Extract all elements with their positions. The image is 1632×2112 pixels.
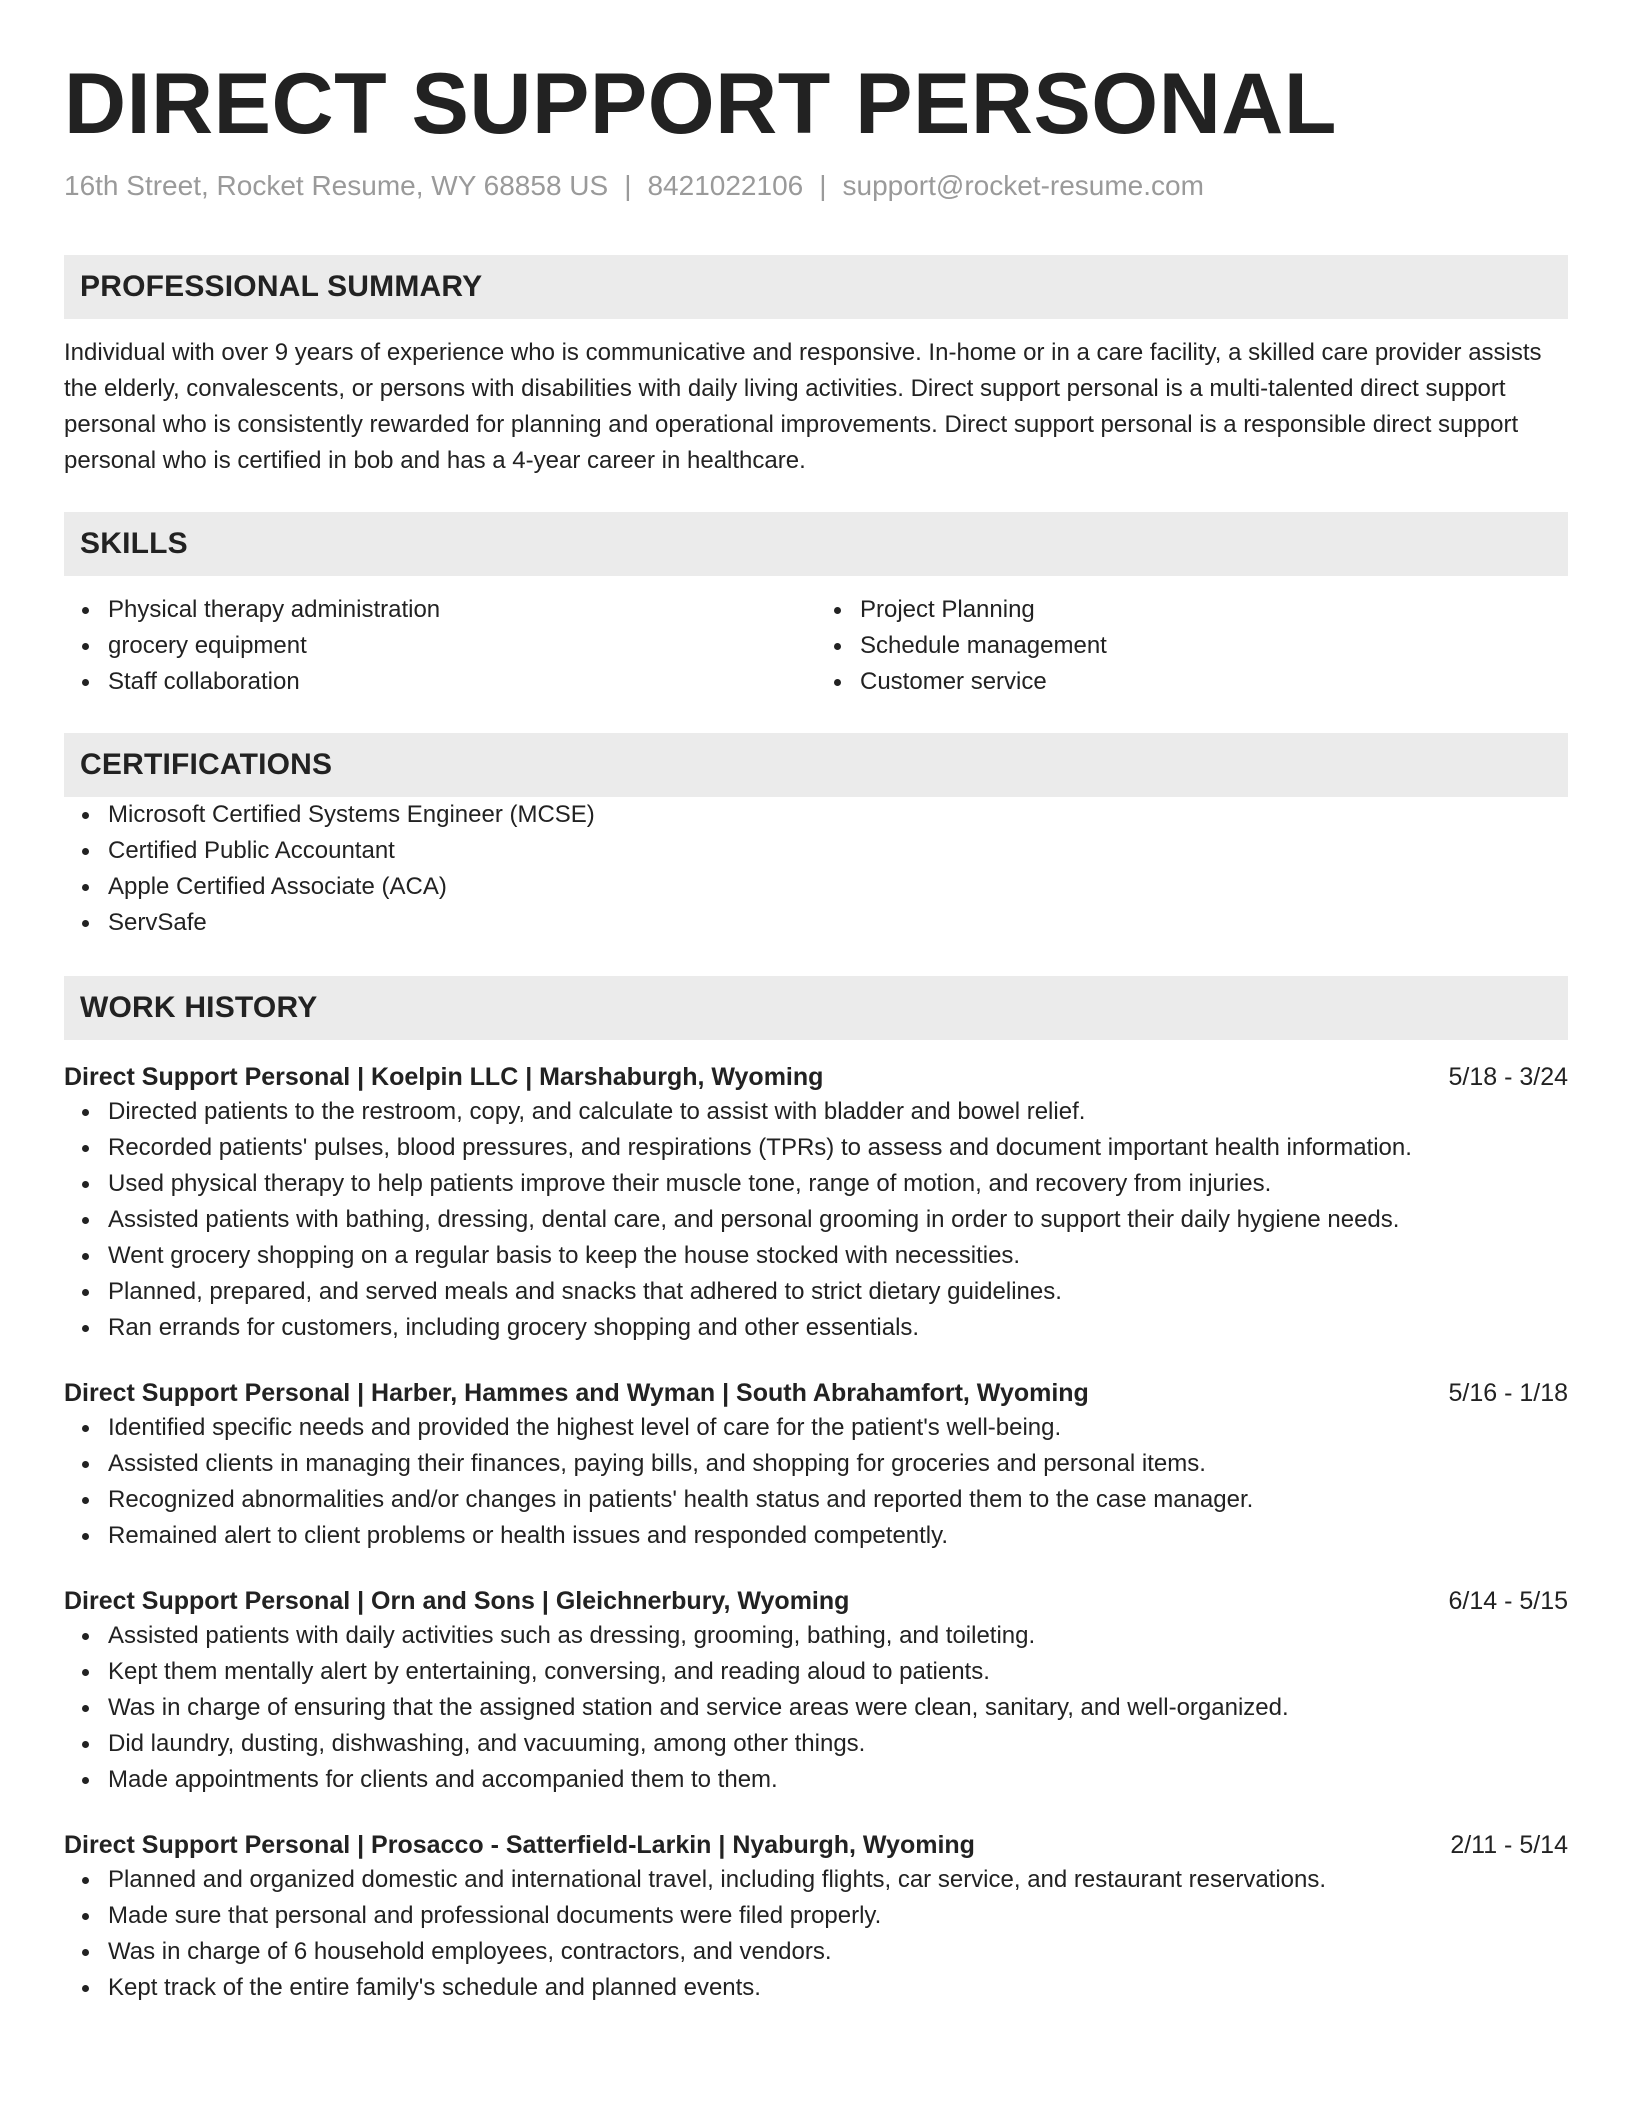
job-bullet: Used physical therapy to help patients improve their muscle tone, range of motion, and recovery from injuries. xyxy=(108,1166,1568,1202)
job-title: Direct Support Personal | Orn and Sons | Gleichnerbury, Wyoming xyxy=(64,1587,850,1615)
job-header xyxy=(64,1828,1568,1862)
section-header-summary: PROFESSIONAL SUMMARY xyxy=(64,255,1568,319)
certifications-section xyxy=(64,733,1568,941)
job-bullet: Was in charge of ensuring that the assigned station and service areas were clean, sanitary, and well-organized. xyxy=(108,1690,1568,1726)
skill-item: Schedule management xyxy=(860,628,1568,664)
job-dates: 6/14 - 5/15 xyxy=(1448,1587,1568,1615)
certification-item: Certified Public Accountant xyxy=(108,833,1568,869)
skill-item: Project Planning xyxy=(860,592,1568,628)
skills-grid xyxy=(64,592,1568,700)
job-bullet: Assisted clients in managing their finances, paying bills, and shopping for groceries and personal items. xyxy=(108,1446,1568,1482)
certifications-list xyxy=(64,797,1568,941)
contact-line xyxy=(64,168,1568,204)
job-bullet: Remained alert to client problems or health issues and responded competently. xyxy=(108,1518,1568,1554)
certification-item: Apple Certified Associate (ACA) xyxy=(108,869,1568,905)
certification-item: ServSafe xyxy=(108,905,1568,941)
job-entry xyxy=(64,1376,1568,1554)
contact-separator: | xyxy=(819,170,827,201)
job-bullet: Made appointments for clients and accompanied them to them. xyxy=(108,1762,1568,1798)
summary-text: Individual with over 9 years of experience who is communicative and responsive. In-home or in a care facility, a skilled care provider assists the elderly, convalescents, or persons with disabilities with daily living activities. Direct support personal is a multi-talented direct support personal who is consistently rewarded for planning and operational improvements. Direct support personal is a responsible direct support personal who is certified in bob and has a 4-year career in healthcare. xyxy=(64,339,1542,474)
work-history-section xyxy=(64,976,1568,2006)
job-header xyxy=(64,1584,1568,1618)
job-dates: 5/18 - 3/24 xyxy=(1448,1063,1568,1091)
professional-summary-section xyxy=(64,255,1568,479)
skills-list-left xyxy=(64,592,816,700)
skill-item: Customer service xyxy=(860,664,1568,700)
resume-name: DIRECT SUPPORT PERSONAL xyxy=(64,56,1337,152)
skill-item: Staff collaboration xyxy=(108,664,816,700)
job-header xyxy=(64,1060,1568,1094)
job-bullet: Kept track of the entire family's schedule and planned events. xyxy=(108,1970,1568,2006)
job-bullet: Recorded patients' pulses, blood pressures, and respirations (TPRs) to assess and document important health information. xyxy=(108,1130,1568,1166)
job-entry xyxy=(64,1584,1568,1798)
job-dates: 2/11 - 5/14 xyxy=(1450,1831,1568,1859)
job-bullet: Was in charge of 6 household employees, contractors, and vendors. xyxy=(108,1934,1568,1970)
job-bullet: Assisted patients with bathing, dressing, dental care, and personal grooming in order to support their daily hygiene needs. xyxy=(108,1202,1568,1238)
job-bullet: Directed patients to the restroom, copy, and calculate to assist with bladder and bowel relief. xyxy=(108,1094,1568,1130)
contact-email: support@rocket-resume.com xyxy=(842,170,1204,201)
job-title: Direct Support Personal | Harber, Hammes and Wyman | South Abrahamfort, Wyoming xyxy=(64,1379,1089,1407)
section-header-work-history: WORK HISTORY xyxy=(64,976,1568,1040)
contact-phone: 8421022106 xyxy=(647,170,804,201)
job-bullets xyxy=(64,1094,1568,1346)
job-bullet: Made sure that personal and professional documents were filed properly. xyxy=(108,1898,1568,1934)
job-bullet: Ran errands for customers, including grocery shopping and other essentials. xyxy=(108,1310,1568,1346)
contact-separator: | xyxy=(624,170,632,201)
skill-item: Physical therapy administration xyxy=(108,592,816,628)
section-header-certifications: CERTIFICATIONS xyxy=(64,733,1568,797)
job-bullet: Assisted patients with daily activities such as dressing, grooming, bathing, and toileting. xyxy=(108,1618,1568,1654)
skills-list-right xyxy=(816,592,1568,700)
job-title: Direct Support Personal | Prosacco - Satterfield-Larkin | Nyaburgh, Wyoming xyxy=(64,1831,975,1859)
certification-item: Microsoft Certified Systems Engineer (MCSE) xyxy=(108,797,1568,833)
job-bullets xyxy=(64,1410,1568,1554)
job-dates: 5/16 - 1/18 xyxy=(1448,1379,1568,1407)
job-header xyxy=(64,1376,1568,1410)
job-bullets xyxy=(64,1862,1568,2006)
job-bullet: Identified specific needs and provided the highest level of care for the patient's well-being. xyxy=(108,1410,1568,1446)
skill-item: grocery equipment xyxy=(108,628,816,664)
job-entry xyxy=(64,1060,1568,1346)
job-bullet: Recognized abnormalities and/or changes in patients' health status and reported them to the case manager. xyxy=(108,1482,1568,1518)
job-bullet: Kept them mentally alert by entertaining, conversing, and reading aloud to patients. xyxy=(108,1654,1568,1690)
section-header-skills: SKILLS xyxy=(64,512,1568,576)
skills-section xyxy=(64,512,1568,700)
job-bullets xyxy=(64,1618,1568,1798)
job-title: Direct Support Personal | Koelpin LLC | Marshaburgh, Wyoming xyxy=(64,1063,824,1091)
job-entry xyxy=(64,1828,1568,2006)
job-bullet: Went grocery shopping on a regular basis to keep the house stocked with necessities. xyxy=(108,1238,1568,1274)
contact-address: 16th Street, Rocket Resume, WY 68858 US xyxy=(64,170,609,201)
job-bullet: Planned and organized domestic and international travel, including flights, car service, and restaurant reservations. xyxy=(108,1862,1568,1898)
job-bullet: Planned, prepared, and served meals and snacks that adhered to strict dietary guidelines. xyxy=(108,1274,1568,1310)
job-bullet: Did laundry, dusting, dishwashing, and vacuuming, among other things. xyxy=(108,1726,1568,1762)
